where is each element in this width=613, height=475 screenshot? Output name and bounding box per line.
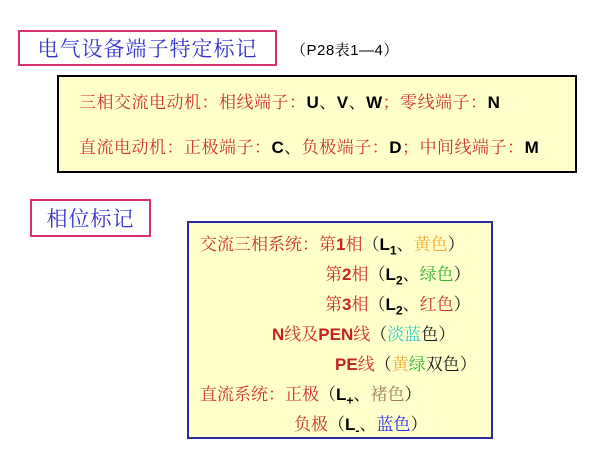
phase-line-dc-negative: 负极（$L_-$、蓝色） xyxy=(294,415,428,438)
terminal-markings-box xyxy=(57,75,577,173)
title-box xyxy=(18,30,277,66)
title-page-reference: （P28表1—4） xyxy=(291,42,399,59)
phase-section-title: 相位标记 xyxy=(46,208,135,231)
phase-line-ac-phase1: 交流三相系统：第1相（$L_1$、黄色） xyxy=(200,235,465,258)
phase-markings-box xyxy=(187,221,493,439)
page-title: 电气设备端子特定标记 xyxy=(37,38,258,61)
phase-line-n-pen: N线及PEN线（淡蓝色） xyxy=(272,325,456,344)
phase-label-box xyxy=(30,199,151,237)
terminal-line-ac-motor: 三相交流电动机：相线端子：U、V、W；零线端子：N xyxy=(79,93,501,112)
phase-line-pe: PE线（黄绿双色） xyxy=(335,355,477,374)
phase-line-ac-phase3: 第3相（$L_2$、红色） xyxy=(325,295,471,318)
terminal-line-dc-motor: 直流电动机：正极端子：C、负极端子：D；中间线端子：M xyxy=(79,138,540,157)
phase-line-dc-positive: 直流系统：正极（$L_+$、褚色） xyxy=(200,385,422,408)
phase-line-ac-phase2: 第2相（$L_2$、绿色） xyxy=(325,265,471,288)
